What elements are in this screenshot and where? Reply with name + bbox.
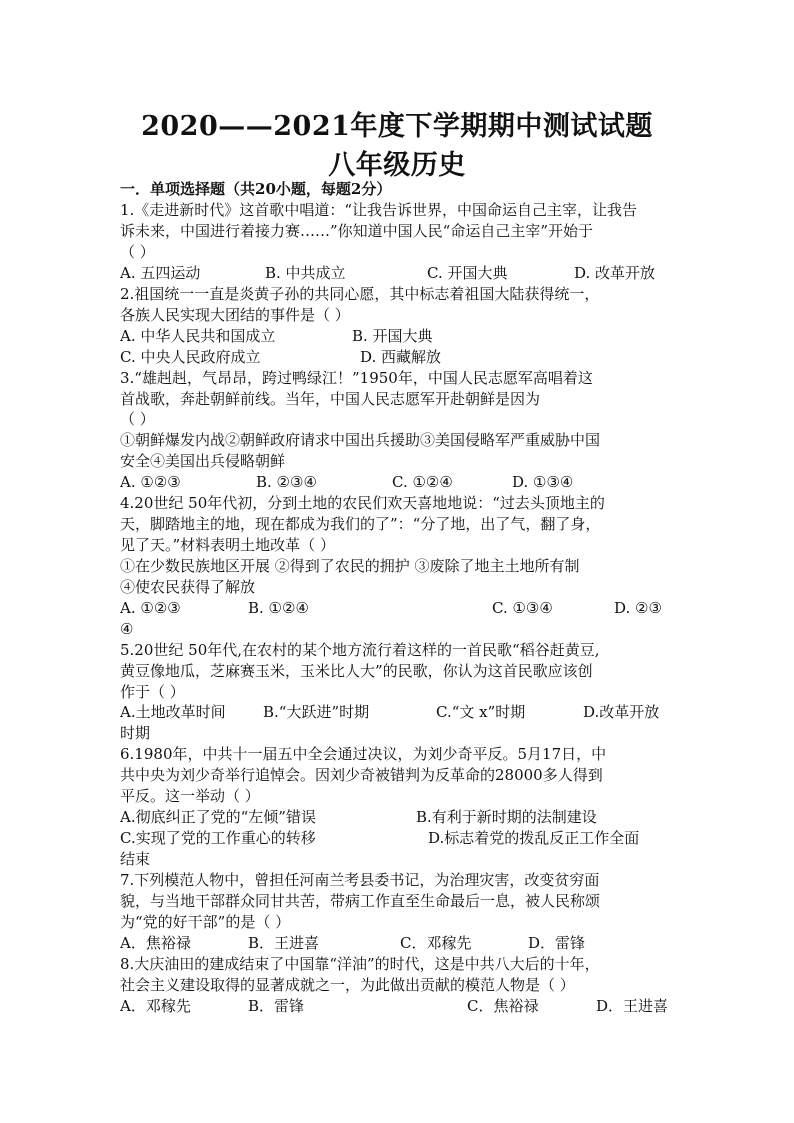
question-3-option-d: D. ①③④ bbox=[512, 473, 574, 491]
question-2-option-a: A. 中华人民共和国成立 bbox=[120, 327, 276, 345]
question-3-option-a: A. ①②③ bbox=[120, 473, 181, 491]
exam-title: 2020——2021年度下学期期中测试试题 bbox=[141, 111, 653, 142]
question-8-line-1: 8.大庆油田的建成结束了中国靠“洋油”的时代，这是中共八大后的十年， bbox=[120, 955, 600, 973]
question-7-line-1: 7.下列模范人物中，曾担任河南兰考县委书记，为治理灾害，改变贫穷面 bbox=[120, 871, 600, 889]
question-6-option-c: C.实现了党的工作重心的转移 bbox=[120, 829, 316, 847]
question-8-option-d: D．王进喜 bbox=[596, 997, 669, 1015]
question-3-line-1: 3.“雄赳赳，气昂昂，跨过鸭绿江！”1950年，中国人民志愿军高唱着这 bbox=[120, 369, 593, 387]
question-6-line-3: 平反。这一举动（ ） bbox=[120, 787, 260, 805]
question-1-option-d: D. 改革开放 bbox=[574, 264, 656, 282]
question-1-option-a: A. 五四运动 bbox=[120, 264, 201, 282]
question-4-option-c: C. ①③④ bbox=[492, 599, 553, 617]
question-1-line-2: 诉未来，中国进行着接力赛……”你知道中国人民“命运自己主宰”开始于 bbox=[120, 222, 594, 240]
question-8-option-b: B．雷锋 bbox=[248, 997, 305, 1015]
question-8-line-2: 社会主义建设取得的显著成就之一，为此做出贡献的模范人物是（ ） bbox=[120, 976, 575, 994]
question-4-line-4: ①在少数民族地区开展 ②得到了农民的拥护 ③废除了地主土地所有制 bbox=[120, 557, 580, 575]
question-4-option-a: A. ①②③ bbox=[120, 599, 181, 617]
question-7-option-b: B．王进喜 bbox=[248, 934, 320, 952]
question-2-option-b: B. 开国大典 bbox=[352, 327, 433, 345]
question-5-line-1: 5.20世纪 50年代,在农村的某个地方流行着这样的一首民歌“稻谷赶黄豆, bbox=[120, 641, 600, 659]
question-2-line-1: 2.祖国统一一直是炎黄子孙的共同心愿，其中标志着祖国大陆获得统一， bbox=[120, 285, 600, 303]
question-1-option-b: B. 中共成立 bbox=[265, 264, 346, 282]
question-8-option-c: C．焦裕禄 bbox=[467, 997, 539, 1015]
question-1-option-c: C. 开国大典 bbox=[427, 264, 508, 282]
question-4-line-3: 见了天。”材料表明土地改革（ ） bbox=[120, 536, 335, 554]
question-4-line-1: 4.20世纪 50年代初，分到土地的农民们欢天喜地地说：“过去头顶地主的 bbox=[120, 494, 605, 512]
question-7-line-2: 貌，与当地干部群众同甘共苦，带病工作直至生命最后一息，被人民称颂 bbox=[120, 892, 601, 910]
question-4-option-d-wrap: ④ bbox=[120, 620, 134, 638]
question-5-line-2: 黄豆像地瓜，芝麻赛玉米，玉米比人大”的民歌，你认为这首民歌应该创 bbox=[120, 662, 593, 680]
question-2-option-d: D. 西藏解放 bbox=[360, 348, 442, 366]
question-6-option-a: A.彻底纠正了党的“左倾”错误 bbox=[120, 808, 316, 826]
question-3-line-3: （ ） bbox=[120, 410, 155, 428]
question-7-line-3: 为“党的好干部”的是（ ） bbox=[120, 913, 291, 931]
question-3-line-5: 安全④美国出兵侵略朝鲜 bbox=[120, 452, 286, 470]
question-3-option-b: B. ②③④ bbox=[256, 473, 317, 491]
question-7-option-d: D．雷锋 bbox=[528, 934, 586, 952]
question-7-option-c: C．邓稼先 bbox=[400, 934, 472, 952]
question-1-line-3: （ ） bbox=[120, 243, 155, 261]
question-2-option-c: C. 中央人民政府成立 bbox=[120, 348, 261, 366]
section-heading: 一．单项选择题（共20小题，每题2分） bbox=[120, 180, 392, 198]
question-6-line-1: 6.1980年，中共十一届五中全会通过决议，为刘少奇平反。5月17日，中 bbox=[120, 745, 607, 763]
question-1-line-1: 1.《走进新时代》这首歌中唱道：“让我告诉世界，中国命运自己主宰，让我告 bbox=[120, 201, 637, 219]
question-4-option-b: B. ①②④ bbox=[248, 599, 309, 617]
question-7-option-a: A．焦裕禄 bbox=[120, 934, 191, 952]
question-5-line-3: 作于（ ） bbox=[120, 683, 185, 701]
question-5-option-b: B.“大跃进”时期 bbox=[263, 703, 370, 721]
question-6-line-2: 共中央为刘少奇举行追悼会。因刘少奇被错判为反革命的28000多人得到 bbox=[120, 766, 603, 784]
question-6-option-d: D.标志着党的拨乱反正工作全面 bbox=[428, 829, 640, 847]
question-6-option-d-wrap: 结束 bbox=[120, 850, 151, 868]
question-5-option-d: D.改革开放 bbox=[583, 703, 660, 721]
question-5-option-c: C.“文 x”时期 bbox=[436, 703, 526, 721]
question-8-option-a: A．邓稼先 bbox=[120, 997, 191, 1015]
question-5-option-a: A.土地改革时间 bbox=[120, 703, 226, 721]
question-4-line-5: ④使农民获得了解放 bbox=[120, 578, 256, 596]
question-5-option-d-wrap: 时期 bbox=[120, 724, 151, 742]
question-3-line-4: ①朝鲜爆发内战②朝鲜政府请求中国出兵援助③美国侵略军严重威胁中国 bbox=[120, 431, 601, 449]
question-6-option-b: B.有利于新时期的法制建设 bbox=[416, 808, 597, 826]
question-2-line-2: 各族人民实现大团结的事件是（ ） bbox=[120, 306, 350, 324]
question-4-option-d: D. ②③ bbox=[614, 599, 662, 617]
question-3-line-2: 首战歌，奔赴朝鲜前线。当年，中国人民志愿军开赴朝鲜是因为 bbox=[120, 390, 541, 408]
question-3-option-c: C. ①②④ bbox=[392, 473, 453, 491]
question-4-line-2: 天，脚踏地主的地，现在都成为我们的了”：“分了地，出了气，翻了身， bbox=[120, 515, 601, 533]
exam-subtitle: 八年级历史 bbox=[328, 150, 466, 181]
